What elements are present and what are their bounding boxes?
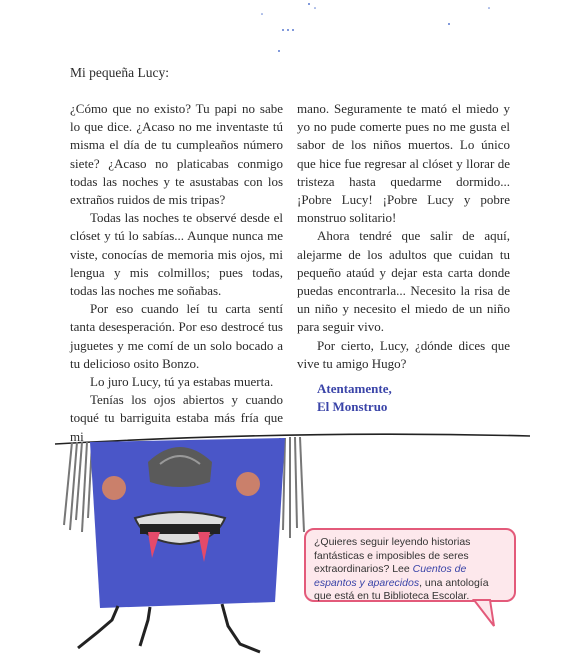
- callout-book-title: Cuentos de espantos y aparecidos: [314, 563, 467, 589]
- callout-text-before: ¿Quieres seguir leyendo historias fantásticas e imposibles de seres extraordinarios? Lee: [314, 536, 471, 575]
- callout-text-after: , una antología que está en tu Biblioteca Escolar.: [314, 576, 489, 602]
- letter-closing: Atentamente,: [317, 381, 392, 396]
- letter-paragraph: Por cierto, Lucy, ¿dónde dices que vive tu amigo Hugo?: [297, 337, 510, 371]
- letter-paragraph: Tenías los ojos abiertos y cuando toqué tu barriguita estaba más fría que mi: [70, 392, 283, 444]
- letter-paragraph: ¿Cómo que no existo? Tu papi no sabe lo que dice. ¿Acaso no me inventaste tú misma el día de tu cumpleaños número siete? ¿Acaso no platicabas conmigo todas las noches y te asustabas con los extraños ruidos de mis tripas?: [70, 101, 283, 208]
- letter-paragraph: Lo juro Lucy, tú ya estabas muerta.: [90, 374, 274, 390]
- letter-paragraph: Por eso cuando leí tu carta sentí tanta desesperación. Por eso destrocé tus juguetes y me comí de un solo bocado a tu delicioso osito Bonzo.: [70, 301, 283, 371]
- letter-greeting: Mi pequeña Lucy:: [70, 65, 169, 80]
- letter-paragraph: mano. Seguramente te mató el miedo y yo no pude comerte pues no me gusta el sabor de los niños muertos. Lo único que hice fue regresar al clóset y llorar de tristeza hasta quedarme dormido... ¡Pobre Lucy! ¡Pobre Lucy y pobre monstruo solitario!: [297, 101, 510, 226]
- speech-bubble: [304, 528, 516, 602]
- decorative-dots: [0, 0, 564, 60]
- speech-bubble-tail: [472, 598, 502, 628]
- letter-paragraph: Ahora tendré que salir de aquí, alejarme de los adultos que cuidan tu pequeño ataúd y dejar esta carta donde puedas encontrarla... Necesito la risa de un niño y necesito el miedo de un niño para seguir vivo.: [297, 228, 510, 335]
- letter-paragraph: Todas las noches te observé desde el clóset y tú lo sabías... Aunque nunca me viste, conocías de memoria mis ojos, mi lengua y mis colmillos; pues todas, todas las noches me soñabas.: [70, 210, 283, 299]
- letter-signature: [317, 380, 392, 416]
- letter-signer: El Monstruo: [317, 399, 388, 414]
- letter-left-column: [70, 100, 283, 446]
- letter-right-column: [297, 100, 510, 373]
